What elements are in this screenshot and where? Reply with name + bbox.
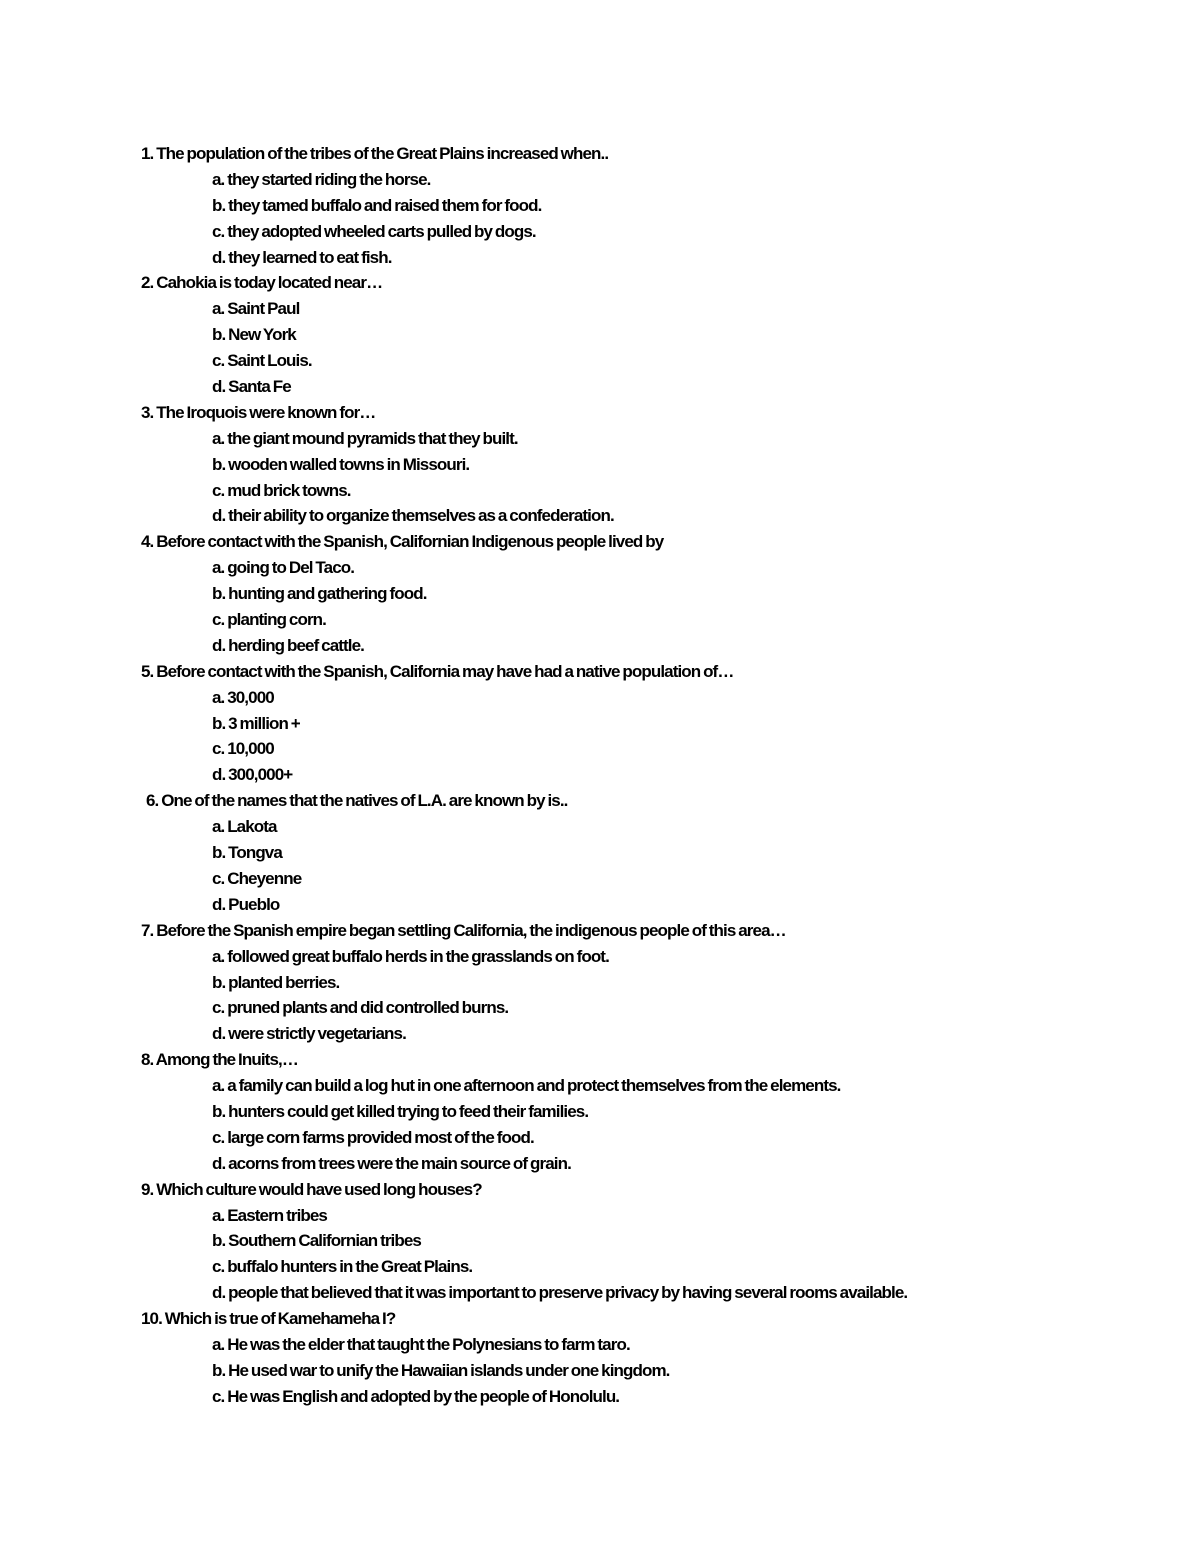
question-5-option-c: c. 10,000 [212,739,274,759]
question-10-option-a: a. He was the elder that taught the Polynesians to farm taro. [212,1334,630,1354]
question-10-option-b: b. He used war to unify the Hawaiian islands under one kingdom. [212,1360,670,1380]
question-9-option-b: b. Southern Californian tribes [212,1231,421,1251]
question-6-option-c: c. Cheyenne [212,868,302,888]
question-5-option-a: a. 30,000 [212,687,274,707]
question-2-option-d: d. Santa Fe [212,377,291,397]
question-6-option-a: a. Lakota [212,817,277,837]
question-8-option-b: b. hunters could get killed trying to feed their families. [212,1101,589,1121]
question-7-option-d: d. were strictly vegetarians. [212,1024,406,1044]
question-4-option-a: a. going to Del Taco. [212,558,355,578]
question-5-prompt: 5. Before contact with the Spanish, California may have had a native population of… [141,661,734,681]
question-1-option-c: c. they adopted wheeled carts pulled by dogs. [212,221,536,241]
question-3-option-b: b. wooden walled towns in Missouri. [212,454,470,474]
question-8-option-c: c. large corn farms provided most of the food. [212,1127,534,1147]
question-7-option-c: c. pruned plants and did controlled burns. [212,998,509,1018]
question-3-option-d: d. their ability to organize themselves as a confederation. [212,506,614,526]
question-1-option-d: d. they learned to eat fish. [212,247,392,267]
question-9-option-d: d. people that believed that it was important to preserve privacy by having several rooms available. [212,1283,908,1303]
question-8-option-a: a. a family can build a log hut in one afternoon and protect themselves from the elements. [212,1076,841,1096]
question-2-prompt: 2. Cahokia is today located near… [141,273,383,293]
question-8-prompt: 8. Among the Inuits,… [141,1050,298,1070]
question-8-option-d: d. acorns from trees were the main source of grain. [212,1153,571,1173]
question-6-option-b: b. Tongva [212,843,282,863]
question-4-option-d: d. herding beef cattle. [212,635,364,655]
question-4-option-b: b. hunting and gathering food. [212,584,427,604]
question-3-option-c: c. mud brick towns. [212,480,351,500]
question-2-option-c: c. Saint Louis. [212,351,312,371]
question-3-prompt: 3. The Iroquois were known for… [141,402,376,422]
quiz-question-list [141,141,1161,1410]
question-9-prompt: 9. Which culture would have used long houses? [141,1179,482,1199]
question-5-option-b: b. 3 million + [212,713,300,733]
question-9-option-c: c. buffalo hunters in the Great Plains. [212,1257,473,1277]
question-2-option-b: b. New York [212,325,296,345]
question-1-option-b: b. they tamed buffalo and raised them for food. [212,195,542,215]
question-6-option-d: d. Pueblo [212,894,280,914]
question-10-option-c: c. He was English and adopted by the people of Honolulu. [212,1386,620,1406]
question-6-prompt: 6. One of the names that the natives of L.A. are known by is.. [146,791,568,811]
question-3-option-a: a. the giant mound pyramids that they built. [212,428,518,448]
question-2-option-a: a. Saint Paul [212,299,300,319]
question-1-option-a: a. they started riding the horse. [212,169,431,189]
question-5-option-d: d. 300,000+ [212,765,293,785]
question-10-prompt: 10. Which is true of Kamehameha I? [141,1309,396,1329]
question-1-prompt: 1. The population of the tribes of the Great Plains increased when.. [141,144,609,163]
question-4-prompt: 4. Before contact with the Spanish, Californian Indigenous people lived by [141,532,664,552]
question-7-option-b: b. planted berries. [212,972,340,992]
question-4-option-c: c. planting corn. [212,610,326,630]
question-7-prompt: 7. Before the Spanish empire began settling California, the indigenous people of this area… [141,920,786,940]
question-9-option-a: a. Eastern tribes [212,1205,327,1225]
question-7-option-a: a. followed great buffalo herds in the grasslands on foot. [212,946,609,966]
